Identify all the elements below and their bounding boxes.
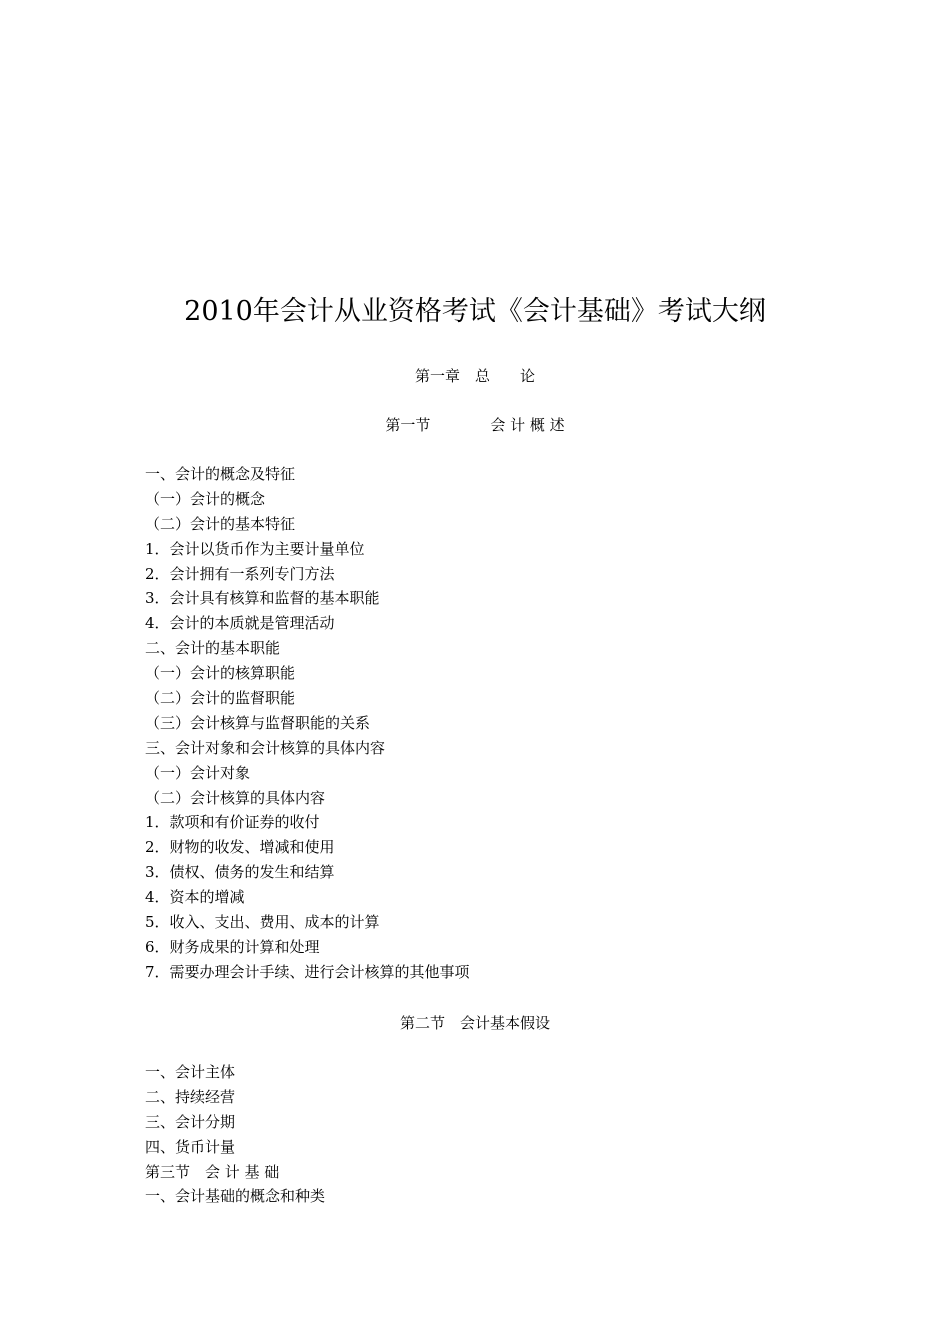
outline-line: 4．会计的本质就是管理活动 [145, 614, 335, 633]
outline-line: 4．资本的增减 [145, 888, 245, 907]
outline-line: 2．会计拥有一系列专门方法 [145, 564, 335, 583]
section-2-heading: 第二节 会计基本假设 [399, 1014, 550, 1032]
section-2-outline [145, 1060, 845, 1209]
outline-line: 一、会计基础的概念和种类 [145, 1187, 326, 1206]
outline-line: 7．需要办理会计手续、进行会计核算的其他事项 [145, 962, 470, 981]
outline-line: 一、会计主体 [145, 1063, 236, 1081]
outline-line: （二）会计的基本特征 [145, 514, 296, 533]
outline-line: 二、持续经营 [145, 1087, 236, 1106]
outline-line: 3．债权、债务的发生和结算 [145, 863, 335, 882]
outline-line: 1．款项和有价证券的收付 [145, 813, 320, 832]
chapter-1-heading: 第一章 总 论 [414, 367, 535, 385]
outline-line: 三、会计对象和会计核算的具体内容 [145, 738, 386, 757]
outline-line: （三）会计核算与监督职能的关系 [145, 713, 371, 732]
section-1-outline [145, 462, 845, 985]
section-1-heading: 第一节 会 计 概 述 [385, 416, 565, 434]
outline-line: 3．会计具有核算和监督的基本职能 [145, 589, 380, 608]
outline-line: 1．会计以货币作为主要计量单位 [145, 539, 365, 558]
outline-line: 5．收入、支出、费用、成本的计算 [145, 913, 380, 932]
outline-line: 三、会计分期 [145, 1112, 236, 1131]
outline-line: 2．财物的收发、增减和使用 [145, 838, 335, 857]
outline-line: （一）会计的核算职能 [145, 664, 296, 683]
outline-line: （一）会计对象 [145, 763, 251, 782]
document-title: 2010年会计从业资格考试《会计基础》考试大纲 [184, 296, 766, 327]
outline-line: 二、会计的基本职能 [145, 639, 281, 658]
outline-line: 四、货币计量 [145, 1137, 236, 1156]
outline-line: 一、会计的概念及特征 [145, 465, 296, 483]
outline-line: （二）会计核算的具体内容 [145, 788, 326, 807]
outline-line: （二）会计的监督职能 [145, 689, 296, 708]
outline-line: （一）会计的概念 [145, 489, 266, 508]
outline-line: 6．财务成果的计算和处理 [145, 937, 320, 956]
section-3-heading: 第三节 会 计 基 础 [145, 1162, 280, 1181]
